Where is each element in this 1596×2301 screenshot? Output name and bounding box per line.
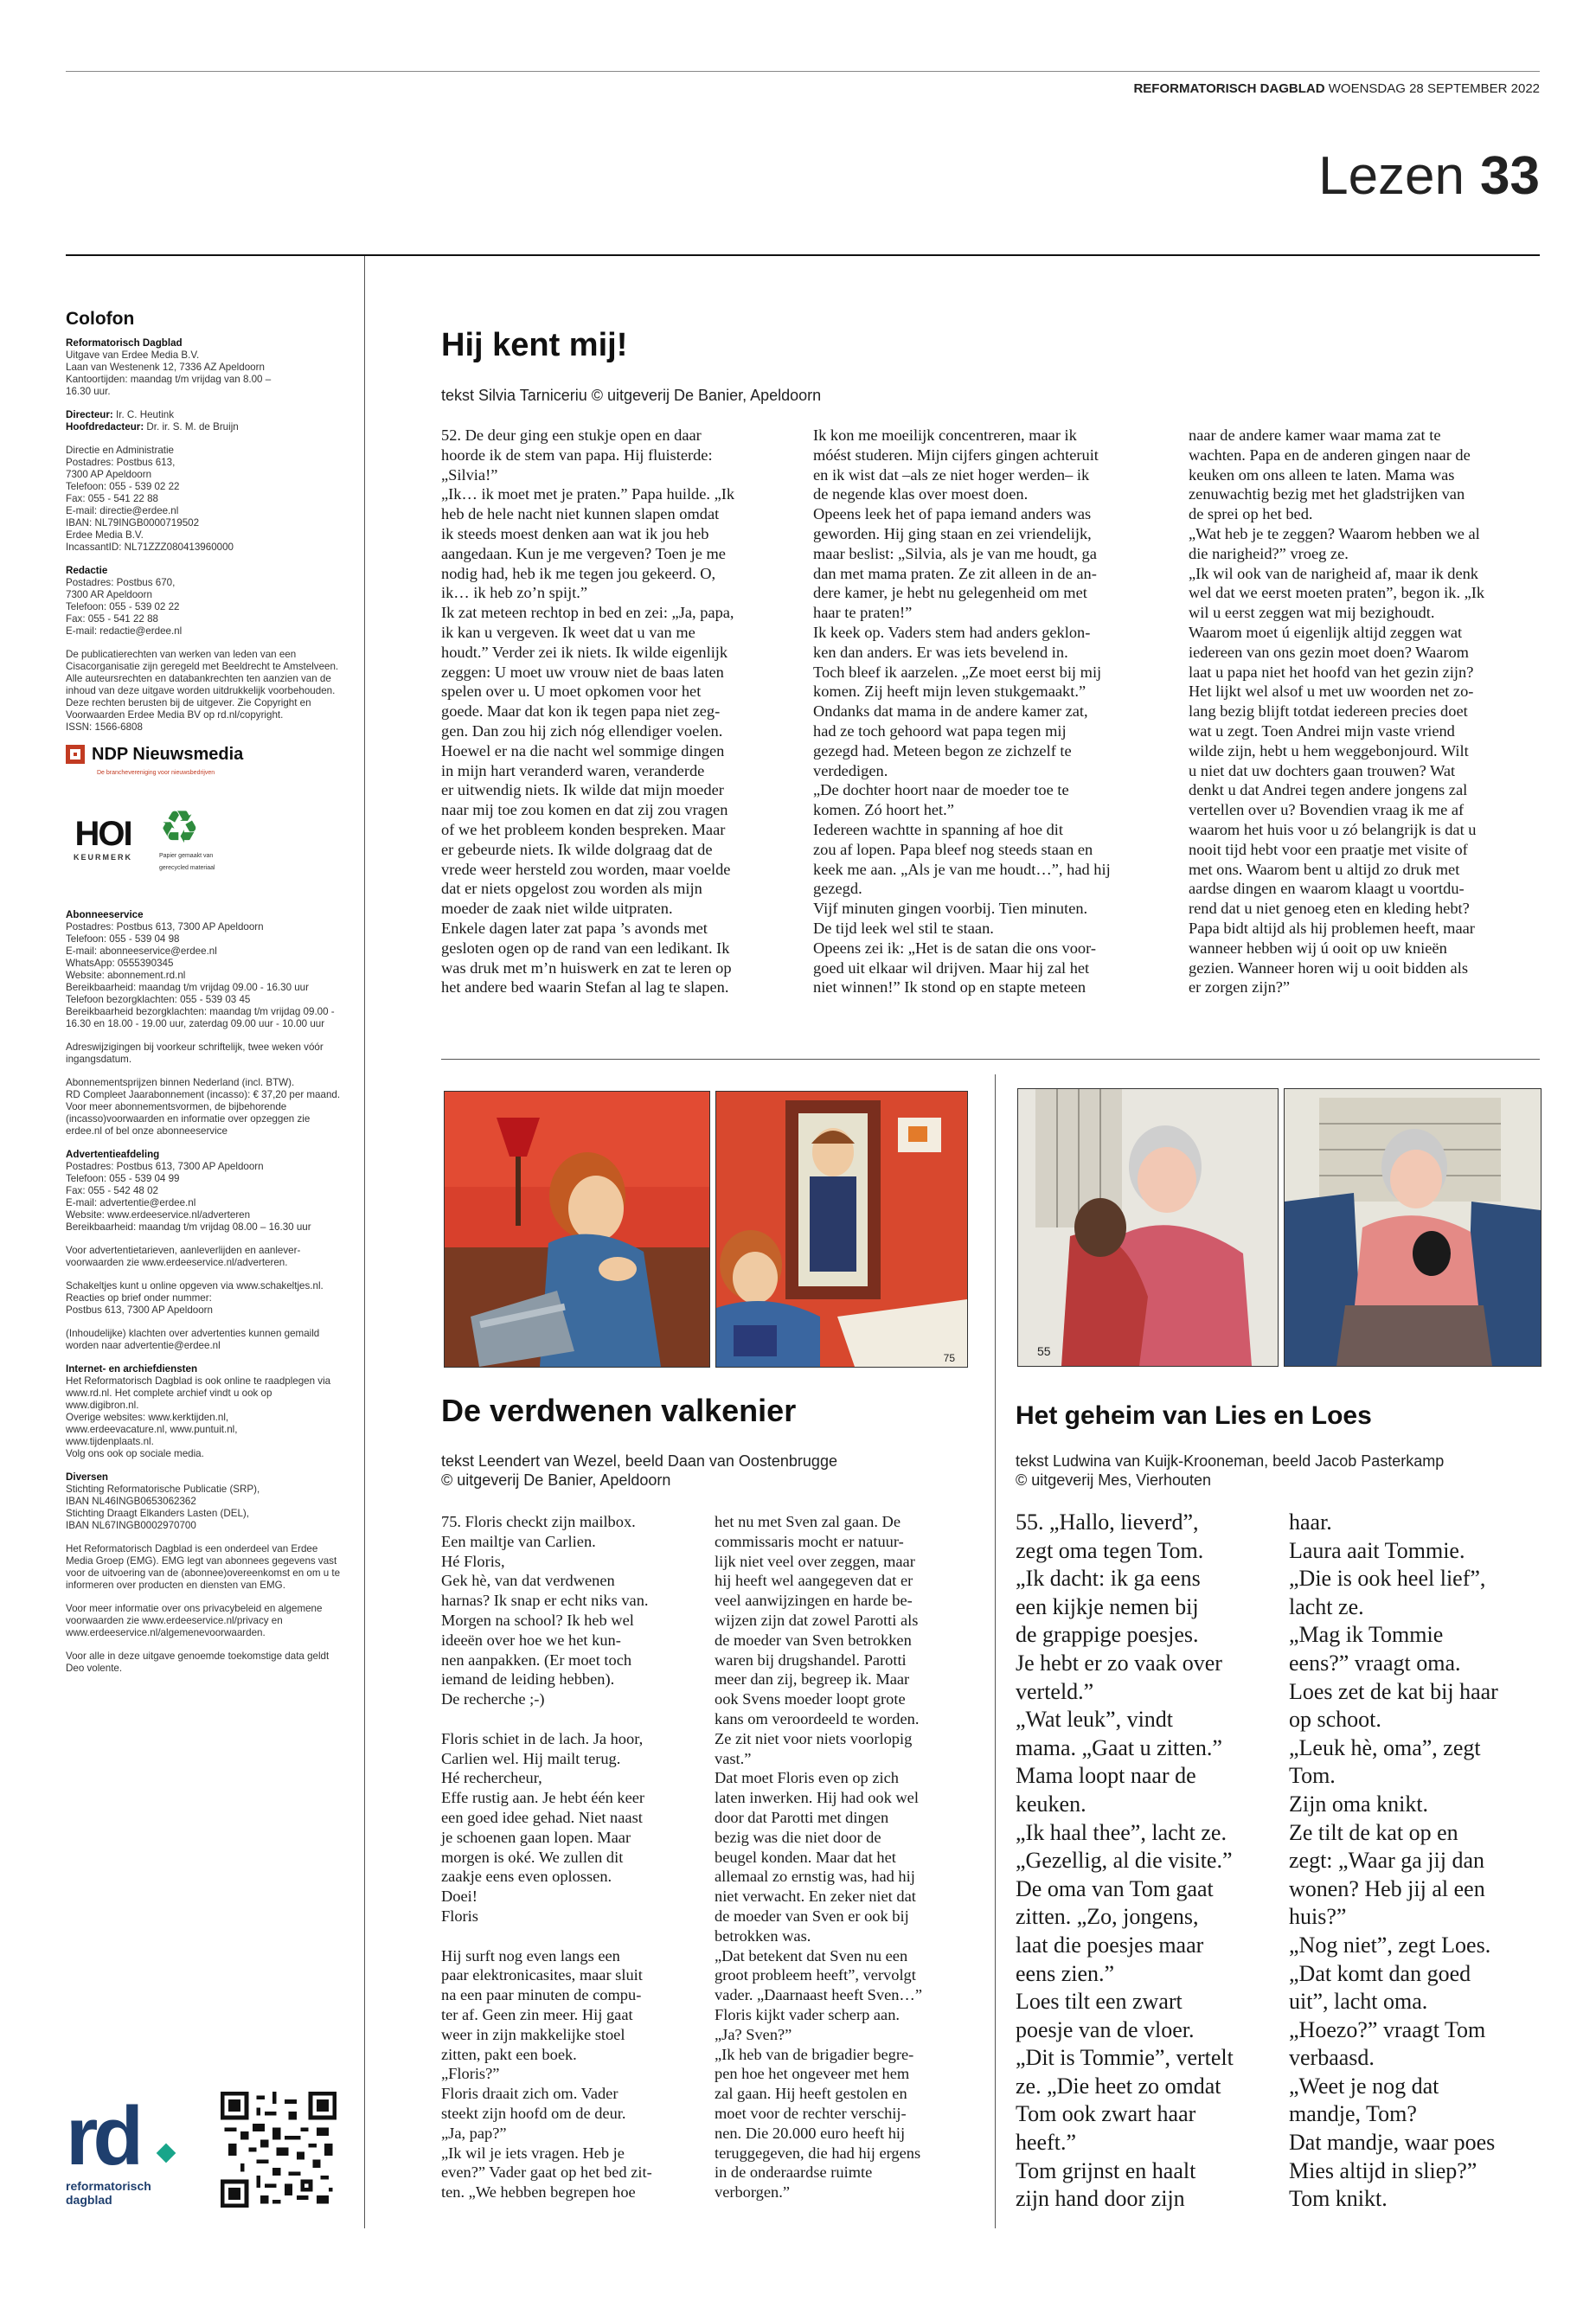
ndp-logo	[66, 745, 343, 779]
section-name: Lezen	[1318, 146, 1465, 206]
article1-column-1: 52. De deur ging een stukje open en daar hoorde ik de stem van papa. Hij fluisterde: „Silvia!” „Ik… ik moet met je praten.” Papa huilde. „Ik heb de hele nacht niet kunnen slapen omdat ik steeds moest denken aan wat ik jou heb aangedaan. Kun je me vergeven? Toen je me nodig had, heb ik me tegen jou gekeerd. O, ik… ik heb zo’n spijt.” Ik zat meteen rechtop in bed en zei: „Ja, papa, ik kan u vergeven. Ik weet dat u van me houdt.” Verder zei ik niets. Ik wilde eigenlijk zeggen: U moet uw vrouw niet de baas laten spelen over u. U moet opkomen voor het goede. Maar dat kon ik tegen papa niet zeg- gen. Dan zou hij zich nóg ellendiger voelen. Hoewel er na die nacht wel sommige dingen in mijn hart veranderd waren, veranderde er uitwendig niets. Ik wilde dat mijn moeder naar mij toe zou komen en dat zij zou vragen of we het probleem konden bespreken. Maar er gebeurde niets. Ik wilde dolgraag dat de vrede weer hersteld zou worden, maar voelde dat er niets opgelost zou worden als mijn moeder de zaak niet wilde uitpraten. Enkele dagen later zat papa ’s avonds met gesloten ogen op de rand van een ledikant. Ik was druk met m’n huiswerk en zat te leren op het andere bed waarin Stefan al lag te slapen.	[441, 426, 735, 997]
advertentie-title: Advertentieafdeling	[66, 1149, 160, 1160]
adres-text: Adreswijzigingen bij voorkeur schriftelijk, twee weken vóór ingangsdatum.	[66, 1042, 324, 1065]
hoi-letters: HOI	[74, 815, 131, 853]
section-heading	[1125, 145, 1540, 207]
tarieven-text: Voor advertentietarieven, aanleverlijden en aanlever-voorwaarden zie www.erdeeservice.nl/adverteren.	[66, 1245, 301, 1268]
rights-text: De publicatierechten van werken van leden van een Cisacorganisatie zijn geregeld met Beeldrecht te Amstelveen. Alle auteursrechten en databankrechten ten aanzien van de inhoud van deze uitgave worden uitdrukkelijk voorbehouden. Deze rechten berusten bij de uitgever. Zie Copyright en Voorwaarden Erdee Media BV op rd.nl/copyright. ISSN: 1566-6808	[66, 649, 339, 733]
rd-logo-text: reformatorisch dagblad	[66, 2179, 151, 2207]
recycle-text: Papier gemaakt van gerecycled materiaal	[159, 853, 215, 871]
rd-logo-dot-icon	[157, 2144, 176, 2163]
emg-text: Het Reformatorisch Dagblad is een onderdeel van Erdee Media Groep (EMG). EMG legt van abonnees gegevens vast voor de uitvoering van de (abonnee)overeenkomst en om u te informeren over producten en diensten van EMG.	[66, 1543, 341, 1591]
publisher-name: Reformatorisch Dagblad	[66, 337, 183, 349]
valkenier-illustration-panel-1	[444, 1091, 710, 1368]
article3-column-1: 55. „Hallo, lieverd”, zegt oma tegen Tom. „Ik dacht: ik ga eens een kijkje nemen bij de grappige poesjes. Je hebt er zo vaak over verteld.” „Wat leuk”, vindt mama. „Gaat u zitten.” Mama loopt naar de keuken. „Ik haal thee”, lacht ze. „Gezellig, al die visite.” De oma van Tom gaat zitten. „Zo, jongens, laat die poesjes maar eens zien.” Loes tilt een zwart poesje van de vloer. „Dit is Tommie”, vertelt ze. „Die heet zo omdat Tom ook zwart haar heeft.” Tom grijnst en haalt zijn hand door zijn	[1016, 1509, 1234, 2212]
colofon-divider	[364, 256, 365, 2228]
privacy-text: Voor meer informatie over ons privacybeleid en algemene voorwaarden zie www.erdeeservice.nl/privacy en www.erdeeservice.nl/algemenevoorwaarden.	[66, 1603, 323, 1638]
valkenier-illustration-panel-2	[715, 1091, 968, 1368]
article1-column-2: Ik kon me moeilijk concentreren, maar ik móést studeren. Mijn cijfers gingen achteruit en ik wist dat –als ze niet hoger werden– ik de negende klas over moest doen. Opeens leek het of papa iemand anders was geworden. Hij ging staan en zei vriendelijk, maar beslist: „Silvia, als je van me houdt, ga dan met mama praten. Ze zit alleen in de an- dere kamer, je hebt nu gelegenheid om met haar te praten!” Ik keek op. Vaders stem had anders geklon- ken dan anders. Er was iets bevelend in. Toch bleef ik aarzelen. „Ze moet eerst bij mij komen. Zij heeft mijn leven stukgemaakt.” Ondanks dat mama in de andere kamer zat, had ze toch gehoord wat papa tegen mij gezegd had. Meteen begon ze zichzelf te verdedigen. „De dochter hoort naar de moeder toe te komen. Zó hoort het.” Iedereen wachtte in spanning af hoe dit zou af lopen. Papa bleef nog steeds staan en keek me aan. „Als je van me houdt…”, had hij gezegd. Vijf minuten gingen voorbij. Tien minuten. De tijd leek wel stil te staan. Opeens zei ik: „Het is de satan die ons voor- goed uit elkaar wil drijven. Maar hij zal het niet winnen!” Ik stond op en stapte meteen	[813, 426, 1111, 997]
article1-title: Hij kent mij!	[441, 327, 628, 363]
director-label: Directeur:	[66, 409, 113, 420]
hoi-keurmerk-logo	[66, 817, 140, 863]
ndp-subtitle: De branchevereniging voor nieuwsbedrijven	[97, 770, 215, 776]
ndp-square-icon	[66, 745, 85, 764]
qr-code-icon[interactable]	[221, 2092, 337, 2208]
redactie-title: Redactie	[66, 565, 108, 576]
article1-bottom-rule	[441, 1059, 1540, 1060]
colofon-title: Colofon	[66, 309, 135, 329]
publisher-address: Uitgave van Erdee Media B.V. Laan van Westenenk 12, 7336 AZ Apeldoorn Kantoortijden: maandag t/m vrijdag van 8.00 – 16.30 uur.	[66, 349, 272, 397]
page-number: 33	[1480, 146, 1540, 206]
lies-loes-illustration-panel-2	[1284, 1088, 1542, 1367]
article3-credit: tekst Ludwina van Kuijk-Krooneman, beeld Jacob Pasterkamp © uitgeverij Mes, Vierhouten	[1016, 1452, 1445, 1489]
diversen-title: Diversen	[66, 1471, 108, 1483]
recycled-paper-logo	[159, 805, 228, 875]
abonnee-title: Abonneeservice	[66, 909, 144, 920]
article1-credit: tekst Silvia Tarniceriu © uitgeverij De Banier, Apeldoorn	[441, 387, 822, 404]
article3-column-2: haar. Laura aait Tommie. „Die is ook heel lief”, lacht ze. „Mag ik Tommie eens?” vraagt oma. Loes zet de kat bij haar op schoot. „Leuk hè, oma”, zegt Tom. Zijn oma knikt. Ze tilt de kat op en zegt: „Waar ga jij dan wonen? Heb jij al een huis?” „Nog niet”, zegt Loes. „Dat komt dan goed uit”, lacht oma. „Hoezo?” vraagt Tom verbaasd. „Weet je nog dat mandje, Tom? Dat mandje, waar poes Mies altijd in sliep?” Tom knikt.	[1289, 1509, 1498, 2212]
admin-info: Directie en Administratie Postadres: Postbus 613, 7300 AP Apeldoorn Telefoon: 055 - 539 02 22 Fax: 055 - 541 22 88 E-mail: directie@erdee.nl IBAN: NL79INGB0000719502 Erdee Media B.V. IncassantID: NL71ZZZ080413960000	[66, 445, 234, 553]
lies-loes-illustration-panel-1	[1017, 1088, 1279, 1367]
editor-name: Dr. ir. S. M. de Bruijn	[146, 421, 239, 433]
lies-loes-panel-number: 55	[1037, 1344, 1051, 1358]
advertentie-info: Postadres: Postbus 613, 7300 AP Apeldoorn Telefoon: 055 - 539 04 99 Fax: 055 - 542 48 02 E-mail: advertentie@erdee.nl Website: www.erdeeservice.nl/adverteren Bereikbaarheid: maandag t/m vrijdag 08.00 – 16.30 uur	[66, 1161, 311, 1233]
article-divider	[995, 1074, 996, 2228]
prijzen-text: Abonnementsprijzen binnen Nederland (incl. BTW). RD Compleet Jaarabonnement (incasso): € 37,20 per maand. Voor meer abonnementsvormen, de bijbehorende (incasso)voorwaarden en informatie over opzeggen zie erdee.nl of bel onze abonneeservice	[66, 1077, 341, 1137]
rd-logo	[66, 2090, 187, 2207]
klachten-text: (Inhoudelijke) klachten over advertenties kunnen gemaild worden naar advertentie@erdee.nl	[66, 1328, 320, 1351]
editor-label: Hoofdredacteur:	[66, 421, 144, 433]
issue-date: WOENSDAG 28 SEPTEMBER 2022	[1328, 81, 1540, 96]
ndp-name: NDP Nieuwsmedia	[92, 745, 244, 764]
article2-credit: tekst Leendert van Wezel, beeld Daan van Oostenbrugge © uitgeverij De Banier, Apeldoorn	[441, 1452, 837, 1489]
header-dateline	[952, 81, 1540, 96]
article2-column-1: 75. Floris checkt zijn mailbox. Een mailtje van Carlien. Hé Floris, Gek hè, van dat verdwenen harnas? Ik snap er echt niks van. Morgen na school? Ik heb wel ideeën over hoe we het kun- nen aanpakken. (Er moet toch iemand de leiding hebben). De recherche ;-) Floris schiet in de lach. Ja hoor, Carlien wel. Hij mailt terug. Hé rechercheur, Effe rustig aan. Je hebt één keer een goed idee gehad. Niet naast je schoenen gaan lopen. Maar morgen is oké. We zullen dit zaakje eens even oplossen. Doei! Floris Hij surft nog even langs een paar elektronicasites, maar sluit na een paar minuten de compu- ter af. Geen zin meer. Hij gaat weer in zijn makkelijke stoel zitten, pakt een boek. „Floris?” Floris draait zich om. Vader steekt zijn hoofd om de deur. „Ja, pap?” „Ik wil je iets vragen. Heb je even?” Vader gaat op het bed zit- ten. „We hebben begrepen hoe	[441, 1513, 652, 2202]
colofon	[66, 309, 343, 1686]
diversen-info: Stichting Reformatorische Publicatie (SRP), IBAN NL46INGB0653062362 Stichting Draagt Elkanders Lasten (DEL), IBAN NL67INGB0002970700	[66, 1484, 260, 1531]
deo-volente-text: Voor alle in deze uitgave genoemde toekomstige data geldt Deo volente.	[66, 1650, 330, 1674]
header-rule	[66, 254, 1540, 256]
redactie-info: Postadres: Postbus 670, 7300 AR Apeldoorn Telefoon: 055 - 539 02 22 Fax: 055 - 541 22 88 E-mail: redactie@erdee.nl	[66, 577, 183, 637]
director-name: Ir. C. Heutink	[116, 409, 175, 420]
rd-logo-mark: rd	[66, 2090, 138, 2182]
article2-title: De verdwenen valkenier	[441, 1393, 797, 1428]
schakeltjes-text: Schakeltjes kunt u online opgeven via www.schakeltjes.nl. Reacties op brief onder nummer: Postbus 613, 7300 AP Apeldoorn	[66, 1280, 324, 1316]
article1-column-3: naar de andere kamer waar mama zat te wachten. Papa en de anderen gingen naar de keuken om ons alleen te laten. Mama was zenuwachtig bezig met het gladstrijken van de sprei op het bed. „Wat heb je te zeggen? Waarom hebben we al die narigheid?” vroeg ze. „Ik wil ook van de narigheid af, maar ik denk wel dat we eerst moeten praten”, begon ik. „Ik wil u eerst zeggen wat mij bezighoudt. Waarom moet ú eigenlijk altijd zeggen wat iedereen van ons gezin moet doen? Waarom laat u papa niet het hoofd van het gezin zijn? Het lijkt wel alsof u met uw woorden net zo- lang bezig blijft totdat iedereen precies doet wat u zegt. Toen Andrei mijn vaste vriend wilde zijn, hebt u hem weggebonjourd. Wilt u niet dat uw dochters gaan trouwen? Wat denkt u dat Andrei tegen andere jongens zal vertellen over u? Bovendien vraag ik me af waarom het huis voor u zó belangrijk is dat u nooit tijd hebt voor een praatje met visite of met ons. Waarom bent u altijd zo druk met aardse dingen en waarom klaagt u voortdu- rend dat u niet genoeg eten en kleding hebt? Papa bidt altijd als hij problemen heeft, maar wanneer hebben wij ú ooit op uw knieën gezien. Wanneer horen wij u ooit bidden als er zorgen zijn?”	[1189, 426, 1485, 997]
recycle-icon: ♻	[159, 803, 200, 853]
internet-title: Internet- en archiefdiensten	[66, 1363, 198, 1375]
top-rule	[66, 71, 1540, 72]
article2-column-2: het nu met Sven zal gaan. De commissaris mocht er natuur- lijk niet veel over zeggen, maar hij heeft wel aangegeven dat er veel aanwijzingen en harde be- wijzen zijn dat zowel Parotti als de moeder van Sven betrokken waren bij drugshandel. Parotti meer dan zij, begreep ik. Maar ook Svens moeder loopt grote kans om veroordeeld te worden. Ze zit niet voor niets voorlopig vast.” Dat moet Floris even op zich laten inwerken. Hij had ook wel door dat Parotti met dingen bezig was die niet door de beugel konden. Maar dat het allemaal zo ernstig was, had hij niet verwacht. En zeker niet dat de moeder van Sven er ook bij betrokken was. „Dat betekent dat Sven nu een groot probleem heeft”, vervolgt vader. „Daarnaast heeft Sven…” Floris kijkt vader scherp aan. „Ja? Sven?” „Ik heb van de brigadier begre- pen hoe het ongeveer met hem zal gaan. Hij heeft gestolen en moet voor de rechter verschij- nen. Die 20.000 euro heeft hij teruggegeven, die had hij ergens in de onderaardse ruimte verborgen.”	[715, 1513, 922, 2202]
abonnee-info: Postadres: Postbus 613, 7300 AP Apeldoorn Telefoon: 055 - 539 04 98 E-mail: abonneeservice@erdee.nl WhatsApp: 0555390345 Website: abonnement.rd.nl Bereikbaarheid: maandag t/m vrijdag 09.00 - 16.30 uur Telefoon bezorgklachten: 055 - 539 03 45 Bereikbaarheid bezorgklachten: maandag t/m vrijdag 09.00 - 16.30 en 18.00 - 19.00 uur, zaterdag 09.00 uur - 10.00 uur	[66, 921, 335, 1029]
article3-title: Het geheim van Lies en Loes	[1016, 1401, 1372, 1430]
hoi-keurmerk-text: KEURMERK	[73, 853, 132, 862]
valkenier-panel-number: 75	[943, 1352, 955, 1364]
internet-info: Het Reformatorisch Dagblad is ook online te raadplegen via www.rd.nl. Het complete archief vindt u ook op www.digibron.nl. Overige websites: www.kerktijden.nl, www.erdeevacature.nl, www.puntuit.nl, www.tijdenplaats.nl. Volg ons ook op sociale media.	[66, 1375, 331, 1459]
newspaper-name: REFORMATORISCH DAGBLAD	[1133, 81, 1325, 96]
